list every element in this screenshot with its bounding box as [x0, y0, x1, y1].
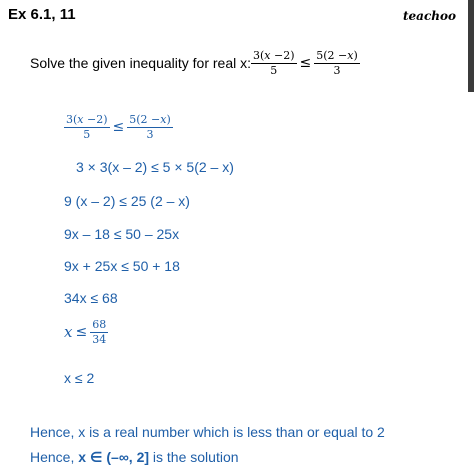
step-1-relation: ≤ [112, 119, 125, 136]
page-title: Ex 6.1, 11 [8, 6, 76, 23]
step-1-lhs-denominator: 5 [83, 127, 91, 141]
problem-statement [30, 50, 360, 76]
problem-relation: ≤ [299, 55, 312, 72]
step-8: x ≤ 2 [64, 370, 95, 386]
step-3: 9 (x – 2) ≤ 25 (2 – x) [64, 193, 190, 209]
teachoo-logo: teachoo [403, 9, 456, 23]
problem-rhs-fraction [314, 50, 360, 76]
step-1-rhs-denominator: 3 [146, 127, 154, 141]
problem-lhs-fraction [251, 50, 297, 76]
step-1-lhs-fraction [64, 114, 110, 140]
step-2: 3 × 3(x – 2) ≤ 5 × 5(2 – x) [76, 159, 234, 175]
problem-rhs-numerator: 5(2 −𝑥) [316, 49, 358, 62]
step-7-variable: 𝑥 [64, 323, 73, 342]
problem-lhs-denominator: 5 [270, 63, 278, 77]
conclusion-line-2-suffix: is the solution [149, 449, 239, 465]
step-7-numerator: 68 [92, 318, 107, 331]
step-7-denominator: 34 [92, 332, 107, 346]
conclusion-line-2-prefix: Hence, [30, 449, 79, 465]
problem-text: Solve the given inequality for real x: [30, 55, 252, 72]
problem-lhs-numerator: 3(𝑥 −2) [253, 49, 295, 62]
step-7-fraction [90, 319, 108, 345]
step-1-rhs-fraction [127, 114, 173, 140]
step-5: 9x + 25x ≤ 50 + 18 [64, 258, 180, 274]
step-1-lhs-numerator: 3(𝑥 −2) [66, 113, 108, 126]
scrollbar-track[interactable] [466, 0, 474, 474]
step-4: 9x – 18 ≤ 50 – 25x [64, 226, 180, 242]
scrollbar-thumb[interactable] [468, 0, 474, 92]
step-1 [64, 114, 173, 140]
step-6: 34x ≤ 68 [64, 290, 118, 306]
conclusion-line-1: Hence, x is a real number which is less than or equal to 2 [30, 424, 385, 440]
step-7 [64, 319, 108, 345]
step-1-rhs-numerator: 5(2 −𝑥) [129, 113, 171, 126]
problem-rhs-denominator: 3 [333, 63, 341, 77]
solution-set: x ∈ (–∞, 2] [78, 449, 150, 465]
conclusion-line-2 [30, 449, 239, 466]
step-7-relation: ≤ [75, 324, 88, 341]
